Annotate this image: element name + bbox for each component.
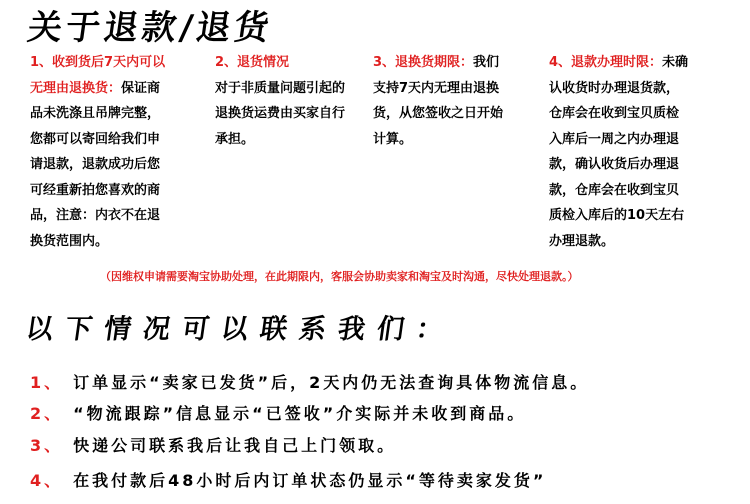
- policy-column-3: [373, 50, 508, 152]
- list-item: [30, 433, 396, 456]
- list-item: [30, 370, 589, 393]
- policy-text: 对于非质量问题引起的退换货运费由买家自行承担。: [215, 80, 346, 147]
- policy-text: 保证商品未洗涤且吊牌完整，您都可以寄回给我们申请退款，退款成功后您可经重新拍您喜欢的商品，注意：内衣不在退换货范围内。: [30, 80, 161, 249]
- policy-column-4: [549, 50, 689, 254]
- item-text: 订单显示“卖家已发货”后，2天内仍无法查询具体物流信息。: [73, 373, 590, 392]
- policy-heading: 4、退款办理时限：: [549, 55, 663, 70]
- policy-column-2: [215, 50, 345, 152]
- policy-column-1: [30, 50, 170, 254]
- policy-heading: 1、收到货后7天内可以无理由退换货：: [30, 55, 166, 96]
- policy-text: 我们支持7天内无理由退换货，从您签收之日开始计算。: [373, 55, 504, 147]
- item-number: 4、: [30, 471, 64, 490]
- item-number: 1、: [30, 373, 64, 392]
- list-item: [30, 468, 546, 491]
- policy-heading: 3、退换货期限：: [373, 55, 474, 70]
- list-item: [30, 401, 526, 424]
- policy-heading: 2、退货情况: [215, 55, 290, 70]
- refund-note: （因维权申请需要淘宝协助处理，在此期限内，客服会协助卖家和淘宝及时沟通，尽快处理退款。）: [100, 270, 579, 283]
- contact-title: 以下情况可以联系我们：: [23, 314, 458, 345]
- page-title: 关于退款/退货: [25, 8, 276, 48]
- item-text: 在我付款后48小时后内订单状态仍显示“等待卖家发货”: [73, 471, 547, 490]
- item-text: 快递公司联系我后让我自己上门领取。: [73, 436, 397, 455]
- item-number: 3、: [30, 436, 64, 455]
- item-number: 2、: [30, 404, 64, 423]
- item-text: “物流跟踪”信息显示“已签收”介实际并未收到商品。: [73, 404, 527, 423]
- policy-text: 未确认收货时办理退货款，仓库会在收到宝贝质检入库后一周之内办理退款，确认收货后办理退款，仓库会在收到宝贝质检入库后的10天左右办理退款。: [549, 55, 689, 249]
